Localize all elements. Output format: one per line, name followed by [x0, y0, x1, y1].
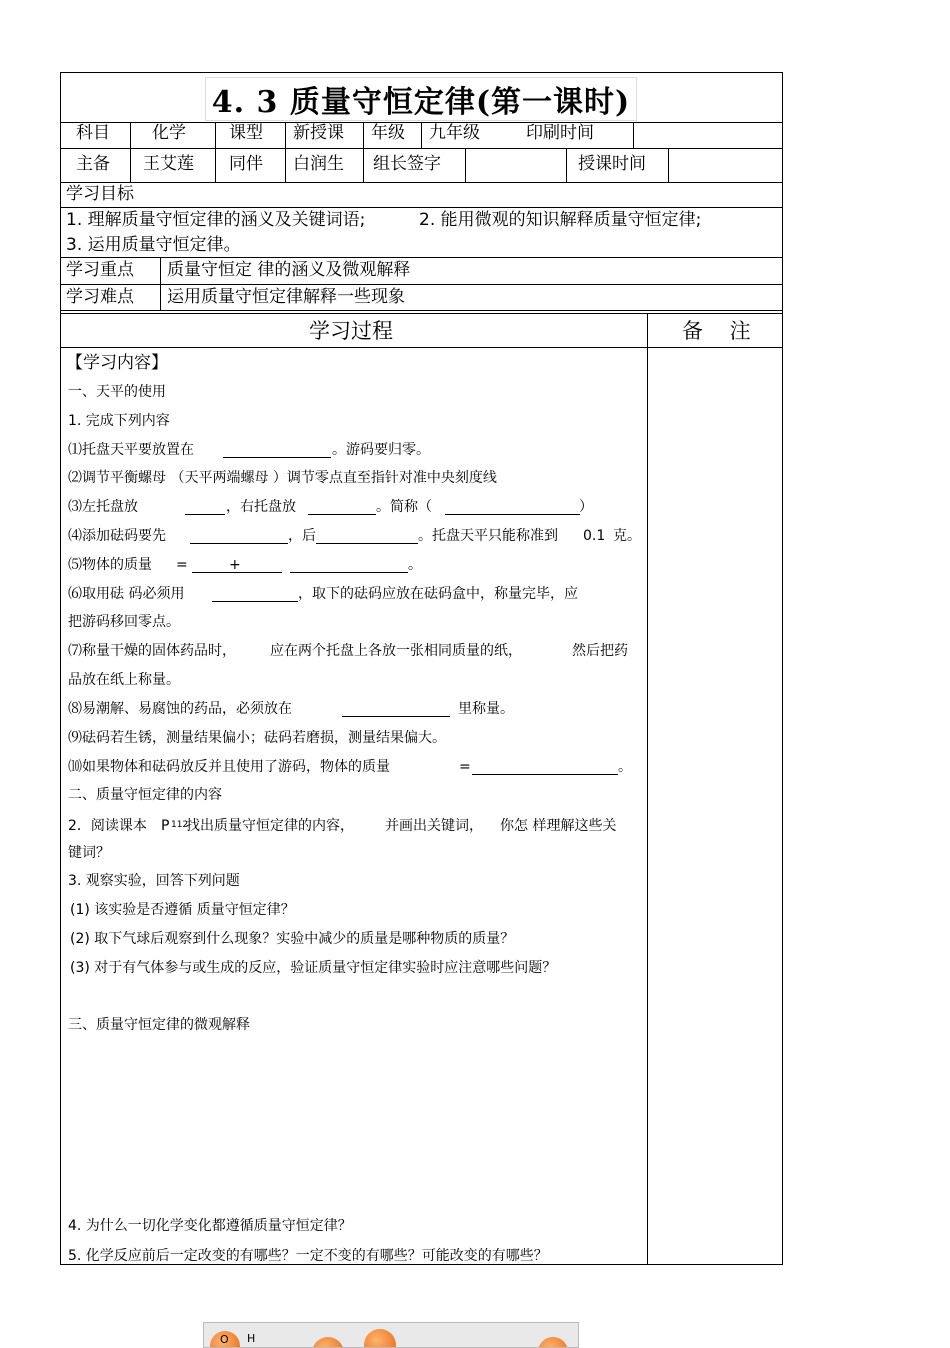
- question-1: 1. 完成下列内容: [68, 413, 170, 429]
- col-divider: [465, 148, 466, 182]
- preparer-label: 主备: [76, 154, 110, 174]
- question-2-page-letter: P: [161, 818, 170, 834]
- question-2-mark: 并画出关键词，: [385, 818, 483, 834]
- objective-3: 3. 运用质量守恒定律。: [66, 235, 241, 255]
- item-10-start: ⑽如果物体和砝码放反并且使用了游码，物体的质量: [68, 759, 390, 775]
- item-4-blank-first[interactable]: [190, 529, 288, 544]
- objectives-label: 学习目标: [66, 184, 134, 204]
- item-6-mid: ，取下的砝码应放在砝码盒中，称量完毕，应: [298, 586, 578, 602]
- question-3-1: (1) 该实验是否遵循 质量守恒定律？: [70, 902, 295, 918]
- item-10-equals: =: [459, 759, 471, 775]
- item-1-end: 。游码要归零。: [332, 442, 430, 458]
- item-4-blank-then[interactable]: [316, 529, 418, 544]
- question-3: 3. 观察实验，回答下列问题: [68, 873, 240, 889]
- preparer-value: 王艾莲: [143, 154, 194, 174]
- difficulty-label: 学习难点: [66, 287, 134, 307]
- col-divider: [421, 122, 422, 148]
- col-divider: [285, 122, 286, 148]
- item-7-end: 然后把药: [572, 643, 628, 659]
- print-time-label: 印刷时间: [526, 123, 594, 143]
- question-2-page-number: 112: [171, 820, 189, 830]
- col-divider: [363, 148, 364, 182]
- col-divider: [130, 122, 131, 148]
- item-3-abbrev: 。简称（: [376, 499, 432, 515]
- col-divider: [215, 122, 216, 148]
- difficulty-text: 运用质量守恒定律解释一些现象: [167, 287, 405, 307]
- item-8-start: ⑻易潮解、易腐蚀的药品，必须放在: [68, 701, 292, 717]
- row-divider: [60, 310, 783, 311]
- col-divider: [130, 148, 131, 182]
- col-divider: [215, 148, 216, 182]
- question-4: 4. 为什么一切化学变化都遵循质量守恒定律？: [68, 1218, 352, 1234]
- row-divider: [60, 207, 783, 208]
- item-10-end: 。: [618, 759, 632, 775]
- question-5: 5. 化学反应前后一定改变的有哪些？一定不变的有哪些？可能改变的有哪些？: [68, 1248, 548, 1264]
- key-point-label: 学习重点: [66, 260, 134, 280]
- item-6-blank[interactable]: [212, 587, 298, 602]
- leader-label: 组长签字: [373, 154, 441, 174]
- item-7-cont: 品放在纸上称量。: [68, 672, 180, 688]
- item-7-mid: 应在两个托盘上各放一张相同质量的纸，: [270, 643, 522, 659]
- teach-time-label: 授课时间: [578, 154, 646, 174]
- objective-2: 2. 能用微观的知识解释质量守恒定律;: [419, 210, 702, 230]
- row-divider: [60, 347, 783, 348]
- item-8-end: 里称量。: [458, 701, 514, 717]
- item-1-start: ⑴托盘天平要放置在: [68, 442, 194, 458]
- row-divider: [60, 284, 783, 285]
- item-5-start: ⑸物体的质量: [68, 557, 152, 573]
- row-divider: [60, 148, 783, 149]
- col-divider: [285, 148, 286, 182]
- item-1-blank[interactable]: [223, 443, 331, 458]
- subject-label: 科目: [76, 123, 110, 143]
- item-5-blank-2[interactable]: [290, 558, 408, 573]
- document-title: 4. 3 质量守恒定律(第一课时): [205, 77, 637, 121]
- subject-value: 化学: [152, 123, 186, 143]
- item-5-end: 。: [408, 557, 422, 573]
- item-6-cont: 把游码移回零点。: [68, 614, 180, 630]
- item-4-unit: 克。: [613, 528, 641, 544]
- oxygen-atom-icon: [538, 1337, 568, 1348]
- question-2-cont: 键词？: [68, 845, 110, 861]
- oxygen-atom-icon: [364, 1329, 396, 1348]
- item-3-mid: ，右托盘放: [226, 499, 296, 515]
- row-divider: [60, 257, 783, 258]
- question-2-end: 你怎 样理解这些关: [500, 818, 617, 834]
- item-5-equals: =: [176, 557, 188, 573]
- partner-value: 白润生: [293, 154, 344, 174]
- type-label: 课型: [229, 123, 263, 143]
- process-header: 学习过程: [309, 319, 393, 343]
- type-value: 新授课: [293, 123, 344, 143]
- section-2-title: 二、质量守恒定律的内容: [68, 787, 222, 803]
- row-divider: [60, 182, 783, 183]
- row-divider: [60, 313, 783, 314]
- atom-label-h: H: [247, 1332, 256, 1345]
- section-tag: 【学习内容】: [66, 353, 168, 373]
- item-10-blank[interactable]: [472, 760, 618, 775]
- item-9: ⑼砝码若生锈，测量结果偏小；砝码若磨损，测量结果偏大。: [68, 730, 446, 746]
- table-left-border: [60, 72, 61, 1265]
- item-3-blank-left[interactable]: [185, 500, 225, 515]
- item-2: ⑵调节平衡螺母 （天平两端螺母 ）调节零点直至指针对准中央刻度线: [68, 470, 497, 486]
- item-3-close: ）: [579, 499, 593, 515]
- col-divider: [668, 148, 669, 182]
- item-7-start: ⑺称量干燥的固体药品时，: [68, 643, 236, 659]
- table-top-border: [60, 72, 783, 73]
- item-6-start: ⑹取用砝 码必须用: [68, 586, 185, 602]
- item-3-blank-abbrev[interactable]: [445, 500, 580, 515]
- oxygen-atom-icon: [312, 1337, 344, 1348]
- item-4-start: ⑷添加砝码要先: [68, 528, 166, 544]
- item-4-then: ，后: [288, 528, 316, 544]
- partner-label: 同伴: [229, 154, 263, 174]
- question-2-start: 2．阅读课本: [68, 818, 147, 834]
- col-divider: [160, 257, 161, 311]
- molecule-image-fragment: [203, 1322, 579, 1348]
- atom-label-o: O: [220, 1333, 229, 1346]
- item-8-blank[interactable]: [342, 702, 450, 717]
- col-divider: [633, 122, 634, 148]
- col-divider: [566, 148, 567, 182]
- item-3-blank-right[interactable]: [308, 500, 376, 515]
- col-divider: [647, 313, 648, 1265]
- item-5-plus: +: [229, 557, 241, 573]
- grade-value: 九年级: [429, 123, 480, 143]
- item-4-precision: 。托盘天平只能称准到: [418, 528, 558, 544]
- section-3-title: 三、质量守恒定律的微观解释: [68, 1017, 250, 1033]
- section-1-title: 一、天平的使用: [68, 384, 166, 400]
- question-3-3: (3) 对于有气体参与或生成的反应，验证质量守恒定律实验时应注意哪些问题？: [70, 960, 557, 976]
- item-3-start: ⑶左托盘放: [68, 499, 138, 515]
- grade-label: 年级: [371, 123, 405, 143]
- question-3-2: (2) 取下气球后观察到什么现象？实验中减少的质量是哪种物质的质量？: [70, 931, 515, 947]
- item-4-value: 0.1: [583, 528, 606, 544]
- question-2-mid: 找出质量守恒定律的内容，: [186, 818, 354, 834]
- key-point-text: 质量守恒定 律的涵义及微观解释: [167, 260, 411, 280]
- col-divider: [363, 122, 364, 148]
- notes-header: 备 注: [682, 319, 761, 343]
- table-right-border: [782, 72, 783, 1265]
- objective-1: 1. 理解质量守恒定律的涵义及关键词语;: [66, 210, 366, 230]
